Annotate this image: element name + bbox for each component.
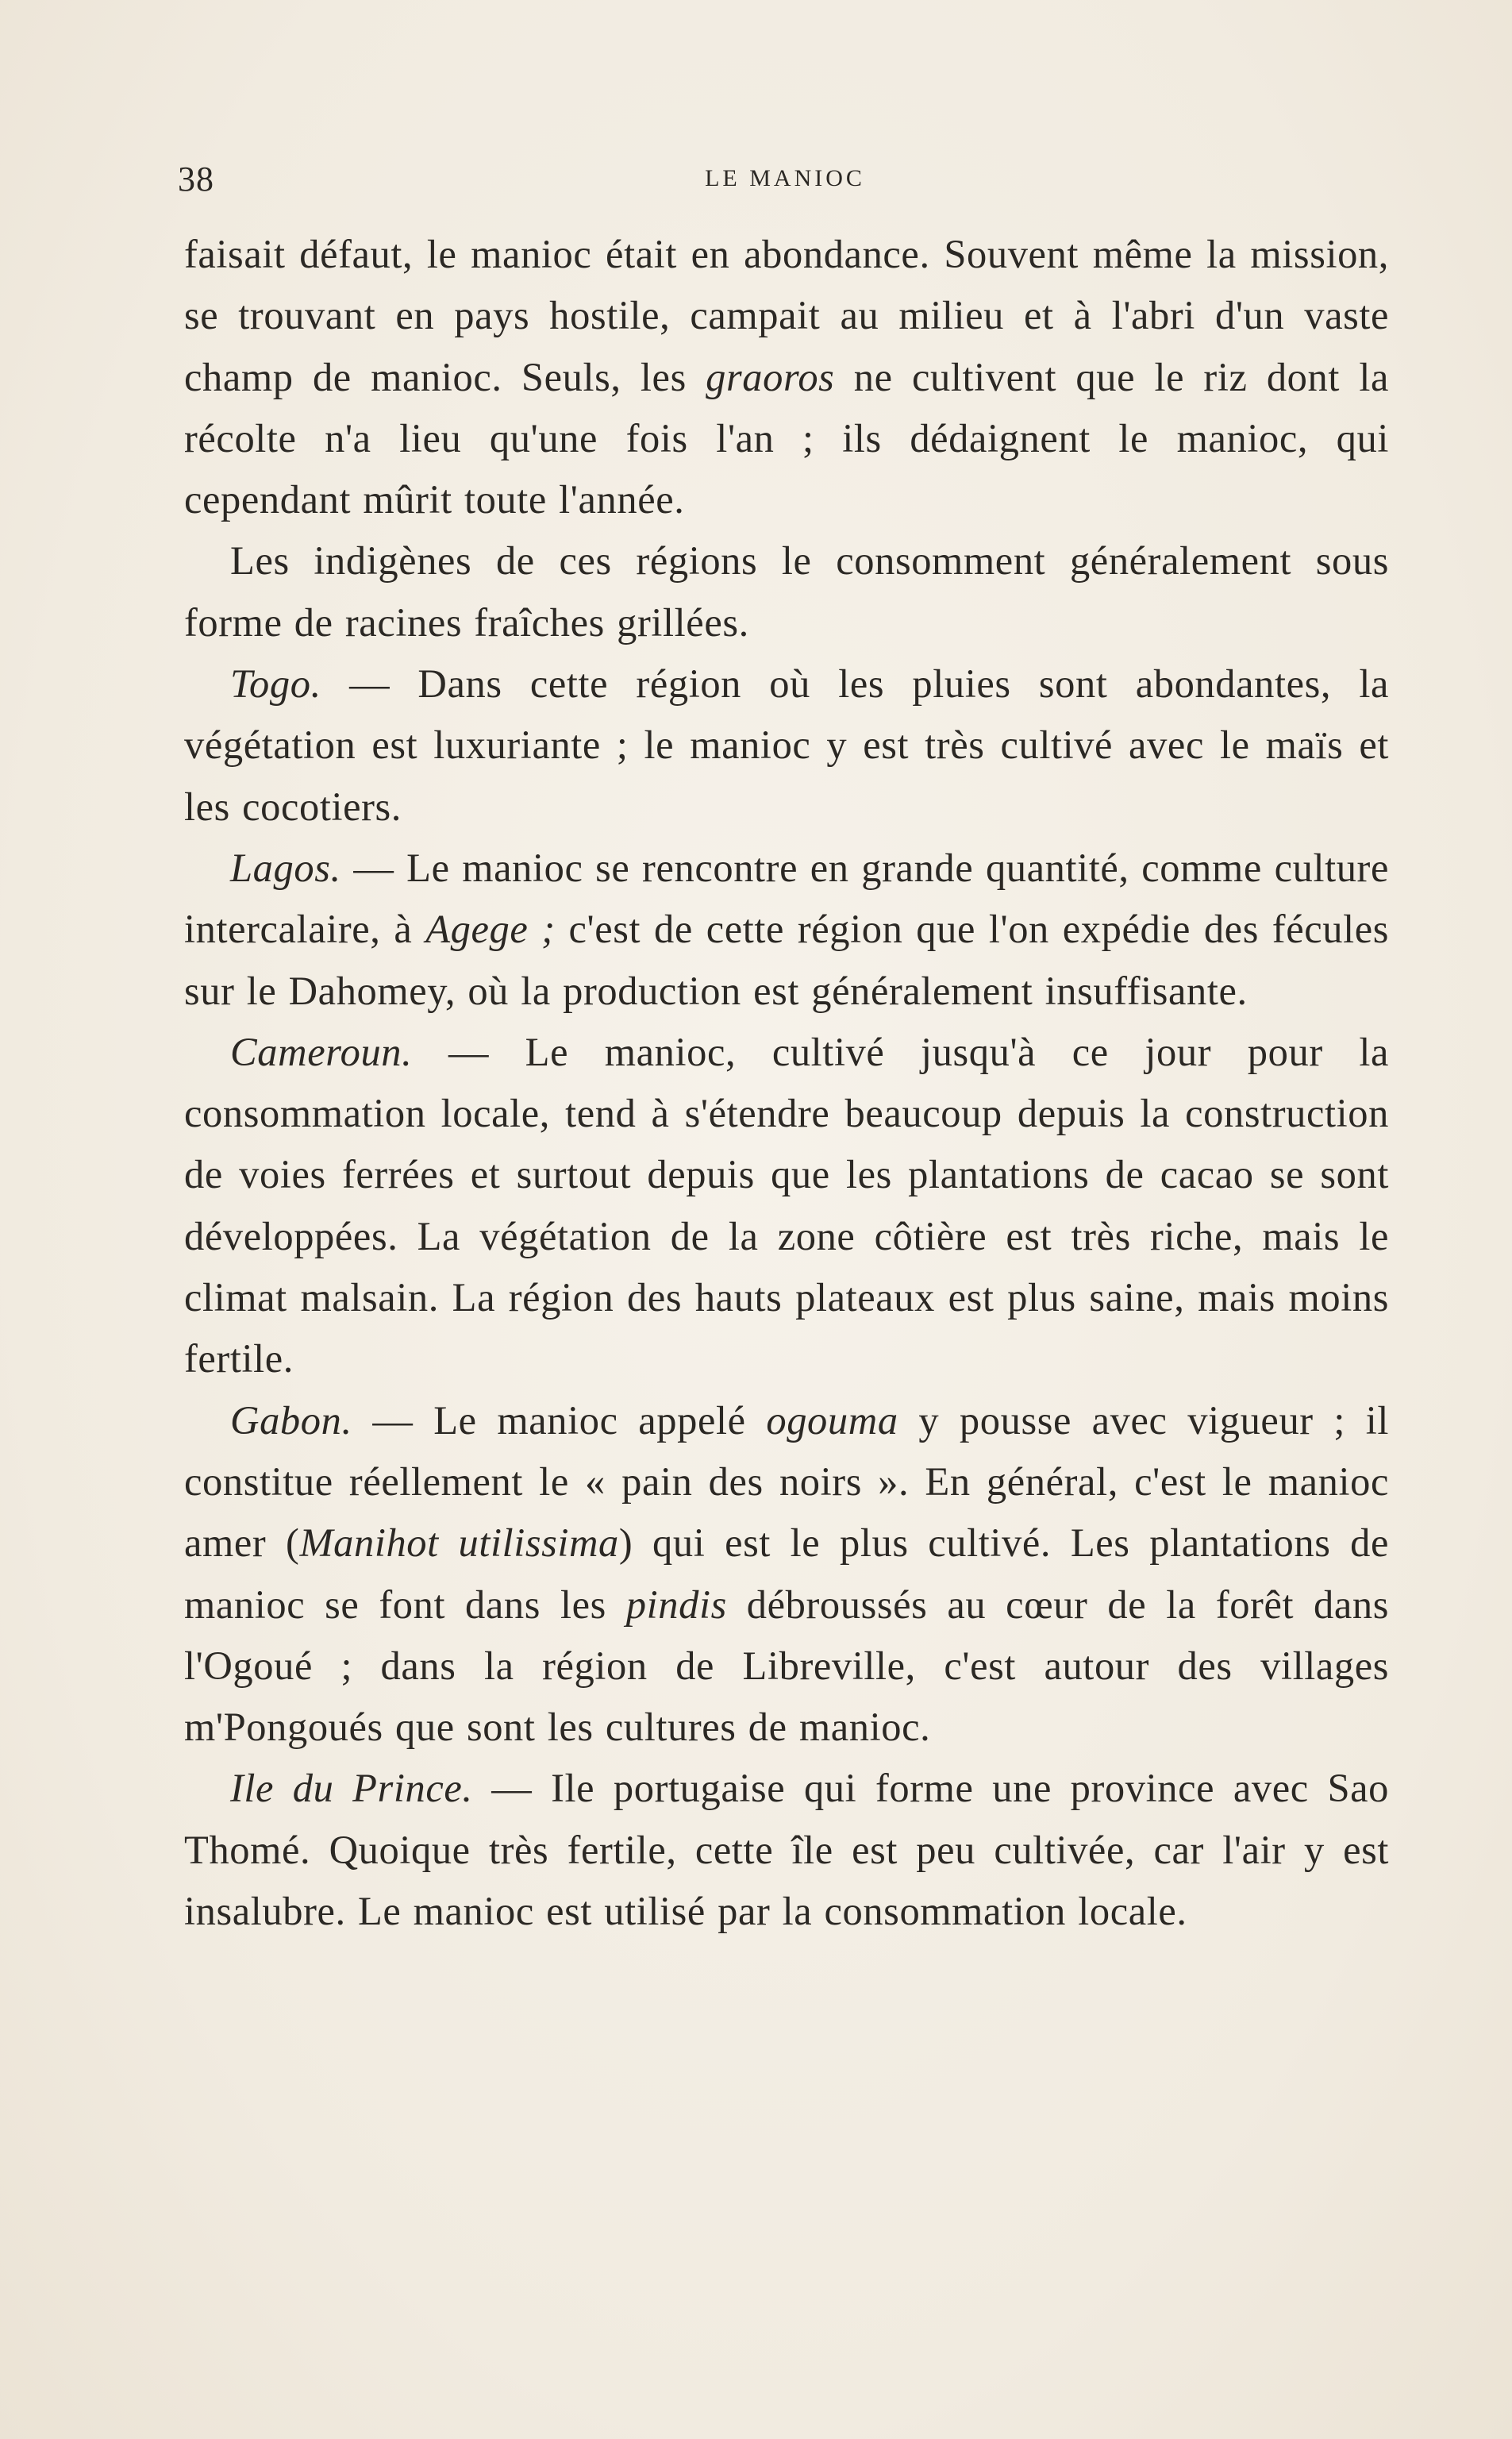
- paragraph-text: débroussés au cœur de la forêt dans l'Ogoué ; dans la région de Libreville, c'est autour des villages m'Pongoués que sont les cultures de manioc.: [184, 1582, 1389, 1750]
- italic-term-graoros: graoros: [706, 354, 835, 399]
- paragraph-text: — Le manioc se rencontre en grande quantité, comme culture intercalaire, à: [184, 845, 1389, 952]
- paragraph-text: — Le manioc, cultivé jusqu'à ce jour pour la consommation locale, tend à s'étendre beaucoup depuis la construction de voies ferrées et surtout depuis que les plantations de cacao se sont développées. La végétation de la zone côtière est très riche, mais le climat malsain. La région des hauts plateaux est plus saine, mais moins fertile.: [184, 1029, 1389, 1381]
- paragraph-togo: [184, 653, 1389, 838]
- paragraph-lagos: [184, 838, 1389, 1022]
- italic-term-manihot: Manihot utilissima: [299, 1520, 619, 1566]
- place-heading-lagos: Lagos.: [230, 845, 341, 890]
- page-header: [178, 159, 1392, 206]
- paragraph-text: ne cultivent que le riz dont la récolte n'a lieu qu'une fois l'an ; ils dédaignent le manioc, qui cependant mûrit toute l'année.: [184, 354, 1389, 522]
- italic-term-agege: Agege ;: [425, 907, 556, 952]
- paragraph-gabon: [184, 1390, 1389, 1759]
- paragraph-text: — Le manioc appelé: [352, 1397, 767, 1443]
- paragraph-text: Les indigènes de ces régions le consomment généralement sous forme de racines fraîches grillées.: [184, 538, 1389, 645]
- body-text: [184, 224, 1389, 1942]
- paragraph-indigenes: [184, 530, 1389, 653]
- paragraph-continuation: [184, 224, 1389, 530]
- paragraph-text: — Ile portugaise qui forme une province avec Sao Thomé. Quoique très fertile, cette île est peu cultivée, car l'air y est insalubre. Le manioc est utilisé par la consommation locale.: [184, 1766, 1389, 1934]
- place-heading-togo: Togo.: [230, 661, 321, 707]
- paragraph-ile-du-prince: [184, 1758, 1389, 1942]
- place-heading-ile-du-prince: Ile du Prince.: [230, 1766, 473, 1811]
- place-heading-cameroun: Cameroun.: [230, 1029, 413, 1074]
- paragraph-cameroun: [184, 1022, 1389, 1390]
- running-title: LE MANIOC: [705, 165, 865, 191]
- italic-term-pindis: pindis: [625, 1582, 727, 1627]
- paragraph-text: y pousse avec vigueur ; il constitue réellement le « pain des noirs ». En général, c'est le manioc amer (: [184, 1397, 1389, 1566]
- paragraph-text: c'est de cette région que l'on expédie des fécules sur le Dahomey, où la production est généralement insuffisante.: [184, 907, 1389, 1013]
- paragraph-text: ) qui est le plus cultivé. Les plantations de manioc se font dans les: [184, 1520, 1390, 1627]
- paragraph-text: faisait défaut, le manioc était en abondance. Souvent même la mission, se trouvant en pays hostile, campait au milieu et à l'abri d'un vaste champ de manioc. Seuls, les: [184, 232, 1389, 399]
- italic-term-ogouma: ogouma: [766, 1397, 898, 1443]
- paragraph-text: — Dans cette région où les pluies sont abondantes, la végétation est luxuriante ; le manioc y est très cultivé avec le maïs et les cocotiers.: [184, 661, 1389, 829]
- page-number: 38: [178, 160, 214, 198]
- place-heading-gabon: Gabon.: [230, 1397, 352, 1443]
